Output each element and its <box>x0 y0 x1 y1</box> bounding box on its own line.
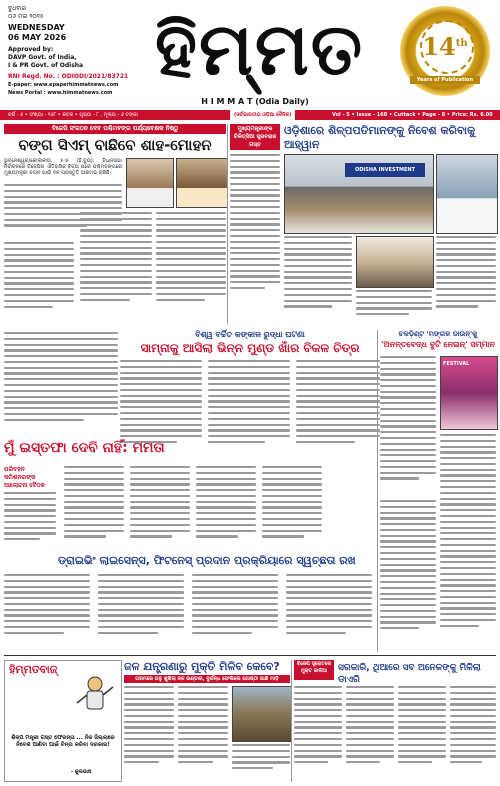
photo-cm-portrait <box>436 154 498 234</box>
story-bengal <box>4 124 226 329</box>
badge-text: Years of Publication <box>410 76 480 84</box>
cartoon-title: ହିମ୍ମତବାଜ୍ <box>9 663 58 676</box>
cartoon-box <box>4 660 122 782</box>
story-mamata-headline: ମୁଁ ଇସ୍ତଫା ଦେବି ନାହିଁ: ମମତା <box>4 440 165 456</box>
story-water-body-2 <box>178 686 228 782</box>
story-water-body-3 <box>232 744 290 782</box>
story-investment-body-1 <box>230 154 280 324</box>
story-award <box>380 330 496 656</box>
story-licence-body-2 <box>98 574 184 650</box>
column-divider <box>377 330 378 652</box>
photo-award-festival <box>440 356 498 430</box>
badge-suffix: th <box>455 38 468 49</box>
photo-mohan <box>176 158 228 208</box>
column-divider <box>291 660 292 782</box>
photo-award-caption: FESTIVAL <box>443 361 470 367</box>
story-skeleton-kicker: ବିଶ୍ୱ ବର୍ଚ୍ଚିତ କଙ୍କାଳ ରୁଦ୍ଧା ଘଟଣା <box>195 330 305 339</box>
transport-sidebar-title: ପରିବହନ କମିଶନରଙ୍କ ଆଲୋଚନା ବୈଠକ <box>4 466 56 493</box>
story-water-subhead: ଗରମରେ ଗଳୁ ଶୁଖିଲା ଜଳ ଭଣ୍ଡାର, ଦୁର୍ଗନ୍ଧ ଫେଲିଲେ ଗୋଷ୍ଠୀ ପାଣି ମାଡ଼ି <box>124 675 290 683</box>
story-bengal-lead: ଭୁବନେଶ୍ୱର/କୋଲକାତା, ୫।୫ (ହି.ବ୍ୟୁ): ବିଧାନସଭା ନିର୍ବାଚନରେ ବିଜେପିର ଐତିହାସିକ ବିଜୟ ପରେ ପଶ୍ଚିମବଙ୍ଗରେ ମୁଖ୍ୟମନ୍ତ୍ରୀ ଚୟନ ପାଇଁ ଦଳ ପ୍ରସ୍ତୁତି ଆରମ୍ଭ କରିଛି। <box>4 158 122 177</box>
date: 06 MAY 2026 <box>8 33 67 42</box>
story-award-body-1 <box>380 356 436 496</box>
photo-water-scarcity <box>232 686 292 742</box>
story-award-body-2 <box>440 434 496 654</box>
info-center: (ସର୍ବଭାରତୀୟ ଓଡ଼ିଆ ଦୈନିକ) <box>230 110 295 120</box>
approver-1: DAVP Govt. of India, <box>8 54 77 61</box>
story-award-kicker: ଚକଡ଼ିଣ୍ଟ 'ମଙ୍ଗଳ ଡାଉନ୍'କୁ <box>398 330 478 338</box>
story-investment-body-4 <box>436 236 496 324</box>
cartoon-credit: - କୁଲଭାଷ <box>71 769 92 775</box>
story-mamata <box>4 332 165 462</box>
story-skeleton-body-3 <box>296 360 380 460</box>
story-investment-body-3 <box>356 290 432 324</box>
story-mamata-body-2 <box>64 466 124 552</box>
story-licence-headline: ଡ୍ରାଇଭିଂ ଲାଇସେନ୍ସ, ଫିଟନେସ୍ ପ୍ରଦାନ ପ୍ରକ୍ରିୟାରେ ସ୍ୱଚ୍ଛତା ରଖ <box>58 554 356 567</box>
masthead-subtitle: H I M M A T (Odia Daily) <box>201 97 309 106</box>
story-mamata-body-3 <box>130 466 190 552</box>
story-bengal-kicker: ବିଜେପି ସଂଗଠନ ଦେବ ପଶ୍ଚିମବଙ୍ଗ ପର୍ଯ୍ୟବେକ୍ଷକ ନିଷ୍ଠୁ <box>4 124 226 134</box>
transport-sidebar-body <box>4 492 56 552</box>
story-licence-body-1 <box>4 574 90 650</box>
story-diary-kicker: ବିଜେପି ସ୍ତ୍ରୋଟରେ ମୁକ୍ତ କାଳିଆ <box>294 660 334 680</box>
story-investment-headline: ଓଡ଼ିଶାରେ ଶିଳ୍ପପତିମାନଙ୍କୁ ନିବେଶ କରିବାକୁ ଆହ୍ୱାନ <box>284 124 476 151</box>
info-right: Vol - 5 • Issue - 168 • Cuttack • Page - 8 • Price: Rs. 6.00 <box>332 112 493 118</box>
story-diary-headline: ସରକାରି, ଥିଆରେ ସବ ଅନେକଙ୍କୁ ମିଳିଲା ଡାଏରି <box>338 663 481 685</box>
anniversary-badge <box>400 6 490 96</box>
info-left: ବର୍ଷ - ୫ • ସଂଖ୍ୟା - ୧୬୮ • କଟକ • ପୃଷ୍ଠା - ୮ , ମୂଲ୍ୟ - ୬ ଟଙ୍କା <box>8 112 138 118</box>
story-award-headline: 'ଅନନ୍ତବେଦ୍ଧ ବୁଟି ନେଇନ୍' ସମ୍ମାନ <box>381 340 495 349</box>
story-diary-body-4 <box>450 686 496 782</box>
story-bengal-headline: ବଙ୍ଗ ସିଏମ୍ ବାଛିବେ ଶାହ-ମୋହନ <box>18 136 212 154</box>
story-licence-body-4 <box>286 574 372 650</box>
story-diary-body-3 <box>398 686 446 782</box>
story-licence-body-3 <box>192 574 278 650</box>
cartoon-figure-icon <box>73 675 117 713</box>
photo-investment-roundtable <box>356 236 434 288</box>
story-mamata-body-4 <box>196 466 256 552</box>
badge-number: 14 <box>422 32 456 61</box>
cartoon-caption: ଶିଳ୍ପ ମନ୍ତ୍ରୀ ଗସ୍ତ ଫେରନ୍ତା ... ନିଜ ଜିଲ୍ଲାରେ ନିବେଶ ଆଣିବା ପାଇଁ ଚିନ୍ତା କରିବା ଦରକାର! <box>11 735 115 748</box>
story-water <box>124 660 290 784</box>
investment-banner: ODISHA INVESTMENT <box>345 163 425 177</box>
story-bengal-body-4 <box>156 212 226 326</box>
rni-number: RNI Regd. No. : ODIODI/2021/83721 <box>8 73 129 80</box>
approver-2: I & PR Govt. of Odisha <box>8 62 84 69</box>
story-award-body-3 <box>380 500 436 654</box>
story-investment <box>230 124 496 324</box>
epaper-link[interactable]: E-paper: www.epaperhimmatnews.com <box>8 82 119 88</box>
story-licence <box>4 554 374 652</box>
story-investment-body-2 <box>284 236 352 324</box>
approved-by-label: Approved by: <box>8 46 54 53</box>
weekday: WEDNESDAY <box>8 23 65 32</box>
date-odia: ୦୬ ମଇ ୨୦୨୫ <box>8 13 44 20</box>
photo-investment-meeting <box>284 154 434 234</box>
story-diary-body-1 <box>294 686 342 782</box>
photo-amit-shah <box>126 158 174 208</box>
section-divider <box>4 655 496 656</box>
story-mamata-body-1 <box>4 332 118 436</box>
day-odia: ବୁଧବାର <box>8 5 27 12</box>
column-divider <box>227 124 228 324</box>
story-diary-body-2 <box>346 686 394 782</box>
portal-link[interactable]: News Portal : www.himmatnews.com <box>8 90 113 96</box>
story-water-headline: ଜଳ ଯନ୍ତ୍ରଣାରୁ ମୁକ୍ତି ମିଳିବ କେବେ? <box>124 660 280 673</box>
info-bar <box>0 110 500 120</box>
masthead-title: ହିମ୍ମତ <box>155 7 365 91</box>
story-water-body-1 <box>124 686 174 782</box>
story-diary <box>294 660 496 784</box>
story-skeleton-headline: ସାମ୍ନାକୁ ଆସିଲା ଭିନ୍ନ ମୁଣ୍ଡ ଖାଁର ବିକଳ ଚିତ୍ର <box>140 341 360 355</box>
story-bengal-body-2 <box>4 242 74 326</box>
story-bengal-body-3 <box>80 212 152 326</box>
story-investment-kicker: ମୁଖ୍ୟମନ୍ତ୍ରୀଙ୍କ ଚିକିତ୍ସିଆ ସ୍ତ୍ରବରାଜ ଗସ୍ତ <box>230 124 280 150</box>
story-mamata-body-5 <box>262 466 322 552</box>
